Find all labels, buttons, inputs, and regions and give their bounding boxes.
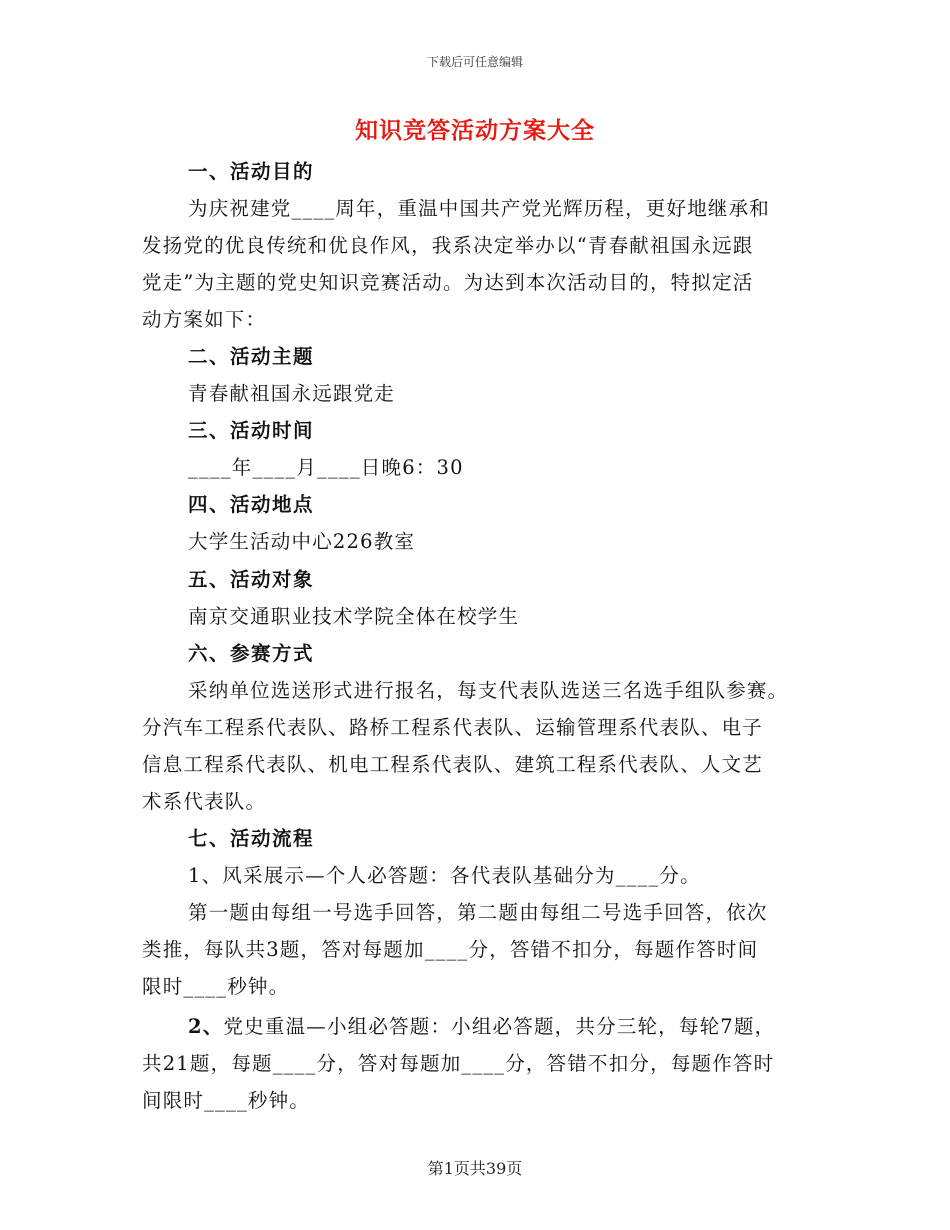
page-header-note: 下载后可任意编辑 — [426, 55, 523, 69]
page-number-footer: 第1页共39页 — [427, 1159, 523, 1178]
paragraph-line: 类推，每队共3题，答对每题加____分，答错不扣分，每题作答时间 — [142, 938, 759, 961]
paragraph-line: 发扬党的优良传统和优良作风，我系决定举办以“青春献祖国永远跟 — [142, 234, 754, 257]
document-title: 知识竞答活动方案大全 — [355, 117, 595, 144]
paragraph-line: 术系代表队。 — [142, 790, 267, 813]
paragraph-line: 大学生活动中心226教室 — [188, 530, 416, 553]
paragraph-line: 间限时____秒钟。 — [142, 1089, 311, 1112]
section-heading-purpose: 一、活动目的 — [188, 160, 315, 183]
section-heading-theme: 二、活动主题 — [188, 345, 315, 368]
paragraph-line: 动方案如下： — [142, 308, 267, 331]
paragraph-line: 采纳单位选送形式进行报名，每支代表队选送三名选手组队参赛。 — [188, 679, 789, 702]
section-heading-participation: 六、参赛方式 — [188, 642, 315, 665]
process-item-2-first-line — [188, 1011, 775, 1039]
paragraph-line: 分汽车工程系代表队、路桥工程系代表队、运输管理系代表队、电子 — [142, 716, 764, 739]
paragraph-line: ____年____月____日晚6：30 — [188, 456, 464, 479]
paragraph-line: 党走”为主题的党史知识竞赛活动。为达到本次活动目的，特拟定活 — [142, 271, 754, 294]
section-heading-time: 三、活动时间 — [188, 419, 315, 442]
paragraph-line: 共21题，每题____分，答对每题加____分，答错不扣分，每题作答时 — [142, 1052, 775, 1075]
process-item-1-title: 1、风采展示—个人必答题：各代表队基础分为____分。 — [188, 864, 701, 887]
paragraph-line: 为庆祝建党____周年，重温中国共产党光辉历程，更好地继承和 — [188, 197, 771, 220]
paragraph-line: 信息工程系代表队、机电工程系代表队、建筑工程系代表队、人文艺 — [142, 753, 764, 776]
section-heading-location: 四、活动地点 — [188, 493, 315, 516]
section-heading-audience: 五、活动对象 — [188, 568, 315, 591]
section-heading-process: 七、活动流程 — [188, 827, 315, 850]
paragraph-line: 第一题由每组一号选手回答，第二题由每组二号选手回答，依次 — [188, 901, 768, 924]
paragraph-line: 青春献祖国永远跟党走 — [188, 382, 396, 405]
process-item-2-text: 党史重温—小组必答题：小组必答题，共分三轮，每轮7题， — [223, 1015, 776, 1038]
paragraph-line: 南京交通职业技术学院全体在校学生 — [188, 605, 520, 628]
paragraph-line: 限时____秒钟。 — [142, 975, 290, 998]
process-item-2-number: 2、 — [188, 1015, 224, 1038]
